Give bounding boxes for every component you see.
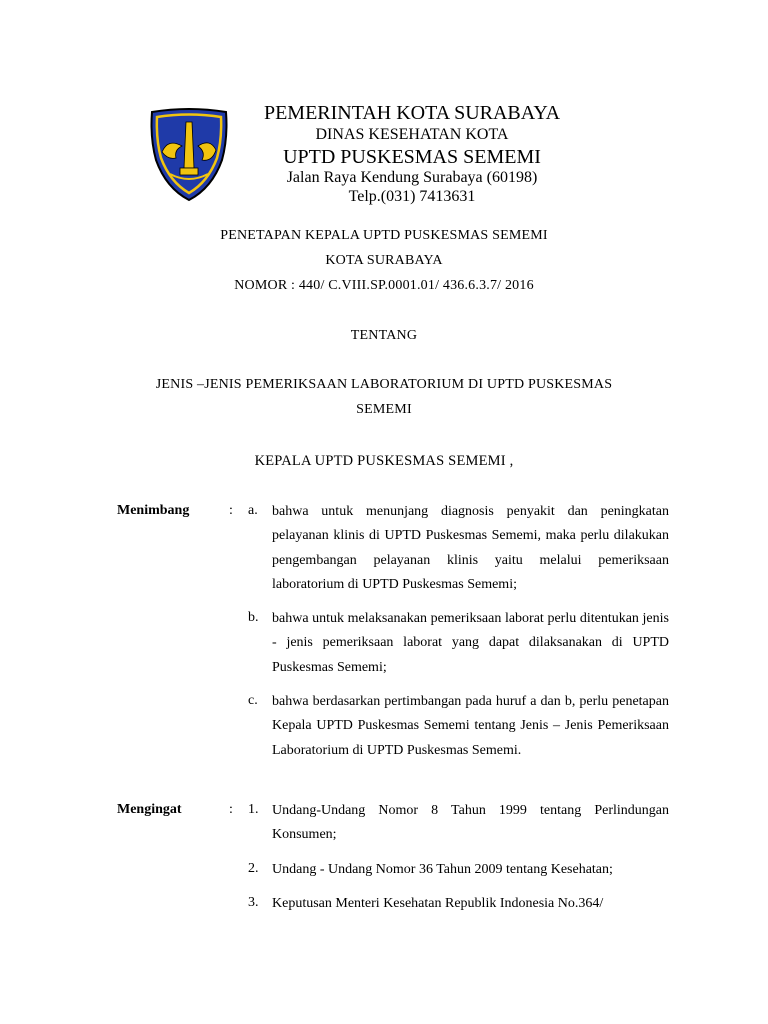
menimbang-label: Menimbang xyxy=(117,503,190,518)
menimbang-marker-b: b. xyxy=(248,610,259,625)
menimbang-item-c: bahwa berdasarkan pertimbangan pada huruf a dan b, perlu penetapan Kepala UPTD Puskesmas Sememi tentang Jenis – Jenis Pemeriksaan Laboratorium di UPTD Puskesmas Sememi. xyxy=(272,694,669,758)
subject-line-1: JENIS –JENIS PEMERIKSAAN LABORATORIUM DI UPTD PUSKESMAS xyxy=(155,377,613,392)
decree-city: KOTA SURABAYA xyxy=(325,253,443,268)
tentang-heading: TENTANG xyxy=(350,328,418,343)
menimbang-marker-a: a. xyxy=(248,503,258,518)
department-name: DINAS KESEHATAN KOTA xyxy=(315,126,509,143)
government-name: PEMERINTAH KOTA SURABAYA xyxy=(263,102,561,124)
institution-name: UPTD PUSKESMAS SEMEMI xyxy=(283,146,541,168)
menimbang-colon: : xyxy=(229,503,233,518)
mengingat-marker-2: 2. xyxy=(248,861,259,876)
decree-title: PENETAPAN KEPALA UPTD PUSKESMAS SEMEMI xyxy=(220,228,548,243)
menimbang-item-a: bahwa untuk menunjang diagnosis penyakit dan peningkatan pelayanan klinis di UPTD Puskesmas Sememi, maka perlu dilakukan pengembangan pelayanan klinis yaitu melalui pemeriksaan laboratorium di UPTD Puskesmas Sememi; xyxy=(272,504,669,592)
decree-number: NOMOR : 440/ C.VIII.SP.0001.01/ 436.6.3.7/ 2016 xyxy=(234,278,534,293)
subject-line-2: SEMEMI xyxy=(356,402,412,417)
mengingat-item-2: Undang - Undang Nomor 36 Tahun 2009 tentang Kesehatan; xyxy=(272,862,613,877)
menimbang-item-b: bahwa untuk melaksanakan pemeriksaan laborat perlu ditentukan jenis - jenis pemeriksaan laborat yang dapat dilaksanakan di UPTD Puskesmas Sememi; xyxy=(272,611,669,675)
mengingat-item-1: Undang-Undang Nomor 8 Tahun 1999 tentang Perlindungan Konsumen; xyxy=(272,803,669,843)
menimbang-marker-c: c. xyxy=(248,693,258,708)
mengingat-marker-3: 3. xyxy=(248,895,259,910)
surabaya-coat-of-arms-logo xyxy=(148,108,230,202)
mengingat-colon: : xyxy=(229,802,233,817)
mengingat-marker-1: 1. xyxy=(248,802,259,817)
mengingat-label: Mengingat xyxy=(117,802,182,817)
institution-phone: Telp.(031) 7413631 xyxy=(348,188,476,205)
mengingat-item-3: Keputusan Menteri Kesehatan Republik Indonesia No.364/ xyxy=(272,896,604,911)
authority-heading: KEPALA UPTD PUSKESMAS SEMEMI , xyxy=(254,453,514,469)
institution-address: Jalan Raya Kendung Surabaya (60198) xyxy=(286,169,538,186)
